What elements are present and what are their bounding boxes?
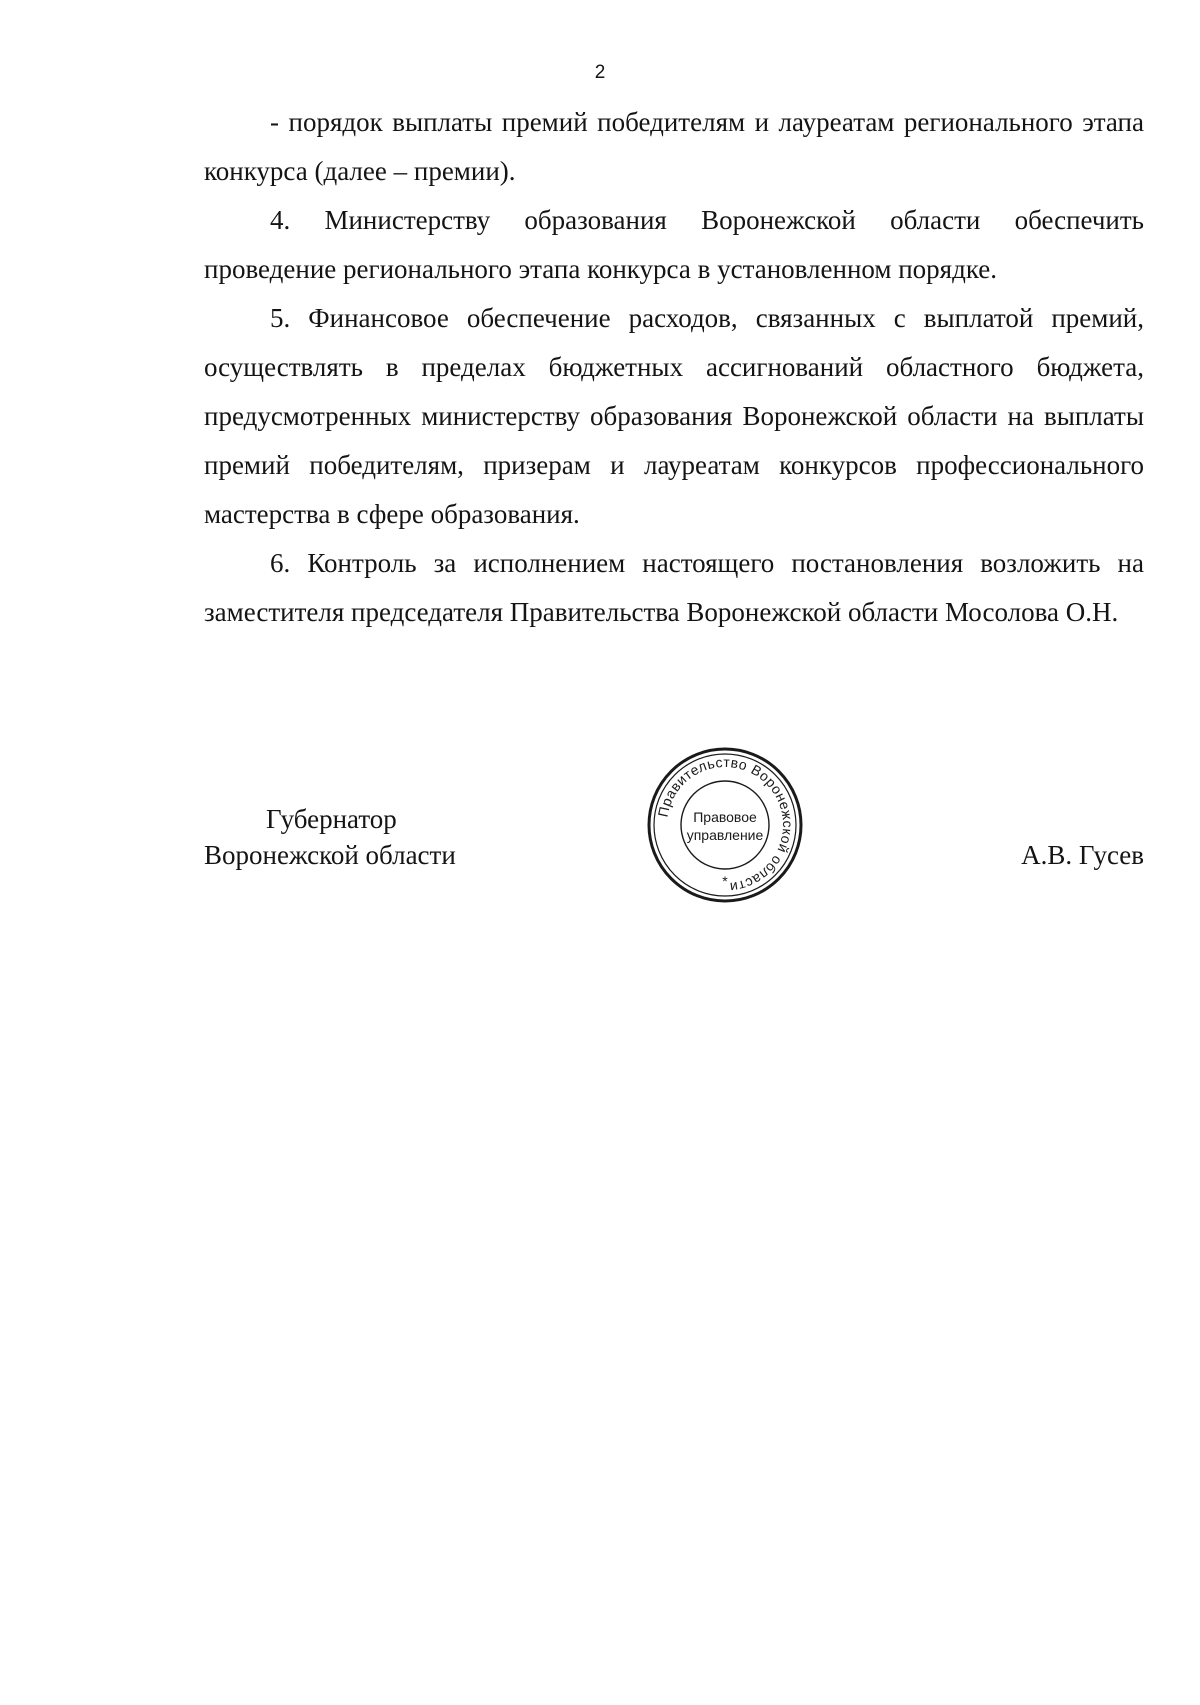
paragraph-item-5: 5. Финансовое обеспечение расходов, связанных с выплатой премий, осуществлять в пределах бюджетных ассигнований областного бюджета, предусмотренных министерству образования Воронежской области на выплаты премий победителям, призерам и лауреатам конкурсов профессионального мастерства в сфере образования. <box>204 303 1144 529</box>
signatory-name: А.В. Гусев <box>1021 840 1144 870</box>
document-body <box>204 98 1144 637</box>
paragraph-prize-procedure: - порядок выплаты премий победителям и лауреатам регионального этапа конкурса (далее – премии). <box>204 107 1144 186</box>
seal-star: * <box>722 873 728 889</box>
seal-ring-text: Правительство Воронежской области <box>654 753 797 896</box>
paragraph-item-6: 6. Контроль за исполнением настоящего постановления возложить на заместителя председателя Правительства Воронежской области Мосолова О.Н. <box>204 548 1144 627</box>
paragraph-item-4: 4. Министерству образования Воронежской области обеспечить проведение регионального этапа конкурса в установленном порядке. <box>204 205 1144 284</box>
signatory-position-line1: Губернатор <box>266 804 397 834</box>
svg-text:Правительство Воронежской обла <box>655 754 797 896</box>
signatory-position-line2: Воронежской области <box>204 840 456 870</box>
seal-center-line1: Правовое <box>693 809 757 825</box>
seal-icon <box>644 744 806 906</box>
seal-center-line2: управление <box>686 827 764 843</box>
official-seal-stamp <box>644 744 806 906</box>
page-number: 2 <box>594 62 606 83</box>
